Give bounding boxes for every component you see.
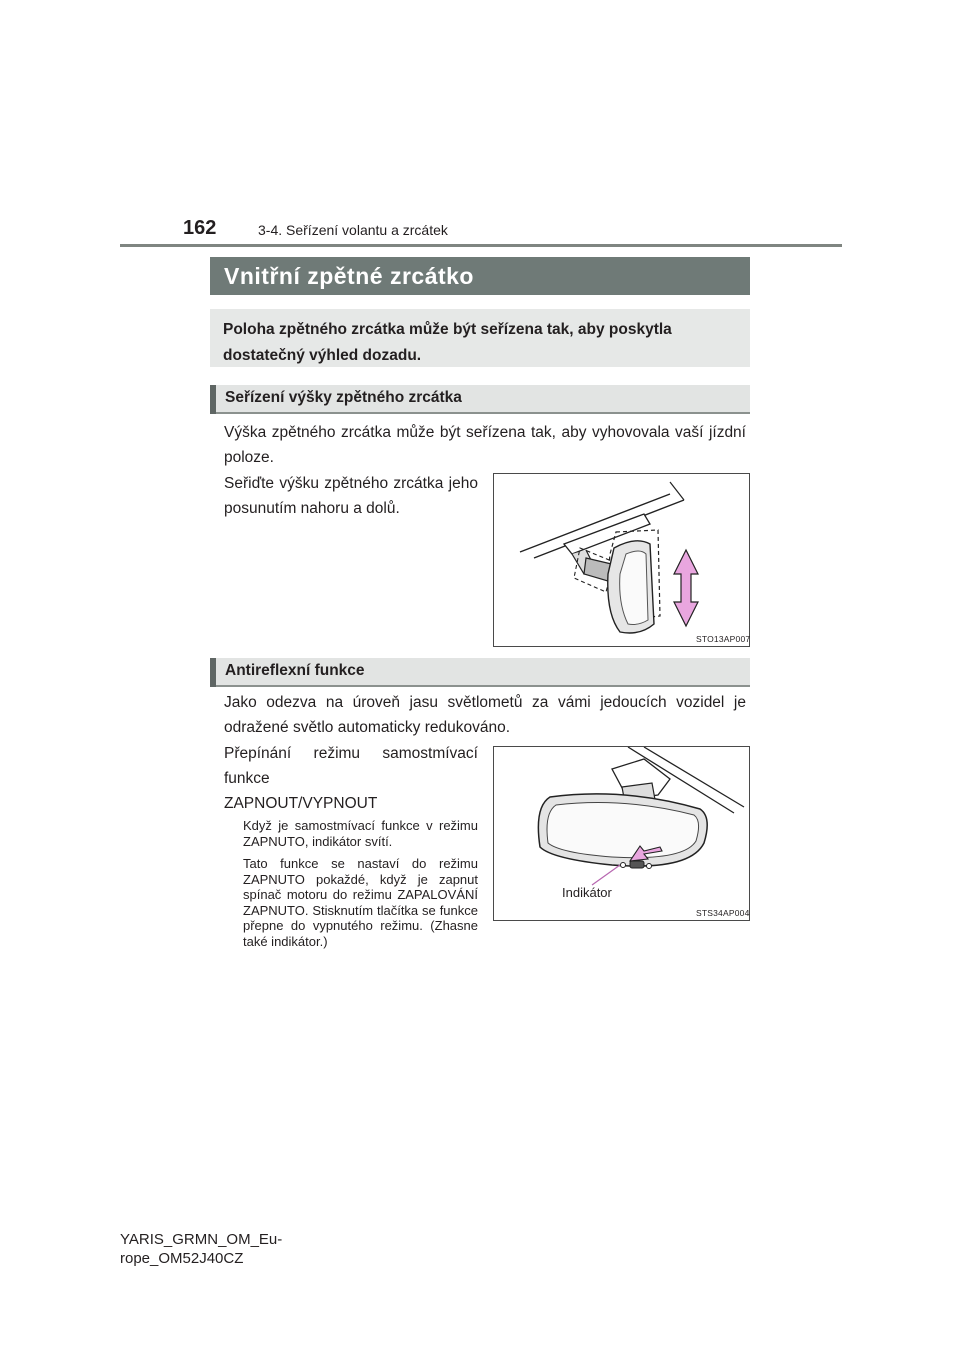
subheading-label: Seřízení výšky zpětného zrcátka <box>225 389 462 406</box>
subheading-height-adjustment <box>210 385 750 414</box>
footer-line-2: rope_OM52J40CZ <box>120 1250 244 1267</box>
reset-note: Tato funkce se nastaví do režimu ZAPNUTO pokaždé, když je zapnut spínač motoru do režimu ZAPALOVÁNÍ ZAPNUTO. Stisknutím tlačítka se funkce přepne do vypnutého režimu. (Zhasne také indikátor.) <box>243 856 478 949</box>
mirror-height-illustration <box>494 474 749 646</box>
indicator-label: Indikátor <box>562 885 612 900</box>
height-paragraph: Výška zpětného zrcátka může být seřízena tak, aby vyhovovala vaší jízdní poloze. <box>224 424 746 466</box>
section-label: 3-4. Seřízení volantu a zrcátek <box>258 222 448 238</box>
mirror-indicator-figure <box>493 746 750 921</box>
antiglare-paragraph: Jako odezva na úroveň jasu světlometů za vámi jedoucích vozidel je odražené světlo automaticky redukováno. <box>224 694 746 736</box>
figure-code: STO13AP007 <box>696 634 751 644</box>
figure-code: STS34AP004 <box>696 908 750 918</box>
height-instruction: Seřiďte výšku zpětného zrcátka jeho posunutím nahoru a dolů. <box>224 475 478 517</box>
mirror-indicator-illustration <box>494 747 749 920</box>
intro-text: Poloha zpětného zrcátka může být seřízena tak, aby poskytla dostatečný výhled dozadu. <box>223 321 672 364</box>
page-title: Vnitřní zpětné zrcátko <box>224 263 474 289</box>
intro-box <box>210 309 750 367</box>
title-bar <box>210 257 750 295</box>
footer-doc-id <box>120 1230 282 1268</box>
subheading-label: Antireflexní funkce <box>225 662 365 679</box>
mirror-height-figure <box>493 473 750 647</box>
header-rule <box>120 244 842 247</box>
page-number: 162 <box>183 217 217 239</box>
on-off-label: ZAPNOUT/VYPNOUT <box>224 795 378 812</box>
subheading-antiglare <box>210 658 750 687</box>
footer-line-1: YARIS_GRMN_OM_Eu- <box>120 1231 283 1248</box>
indicator-note: Když je samostmívací funkce v režimu ZAPNUTO, indikátor svítí. <box>243 818 478 849</box>
mode-label: Přepínání režimu samostmívací funkce <box>224 745 478 787</box>
